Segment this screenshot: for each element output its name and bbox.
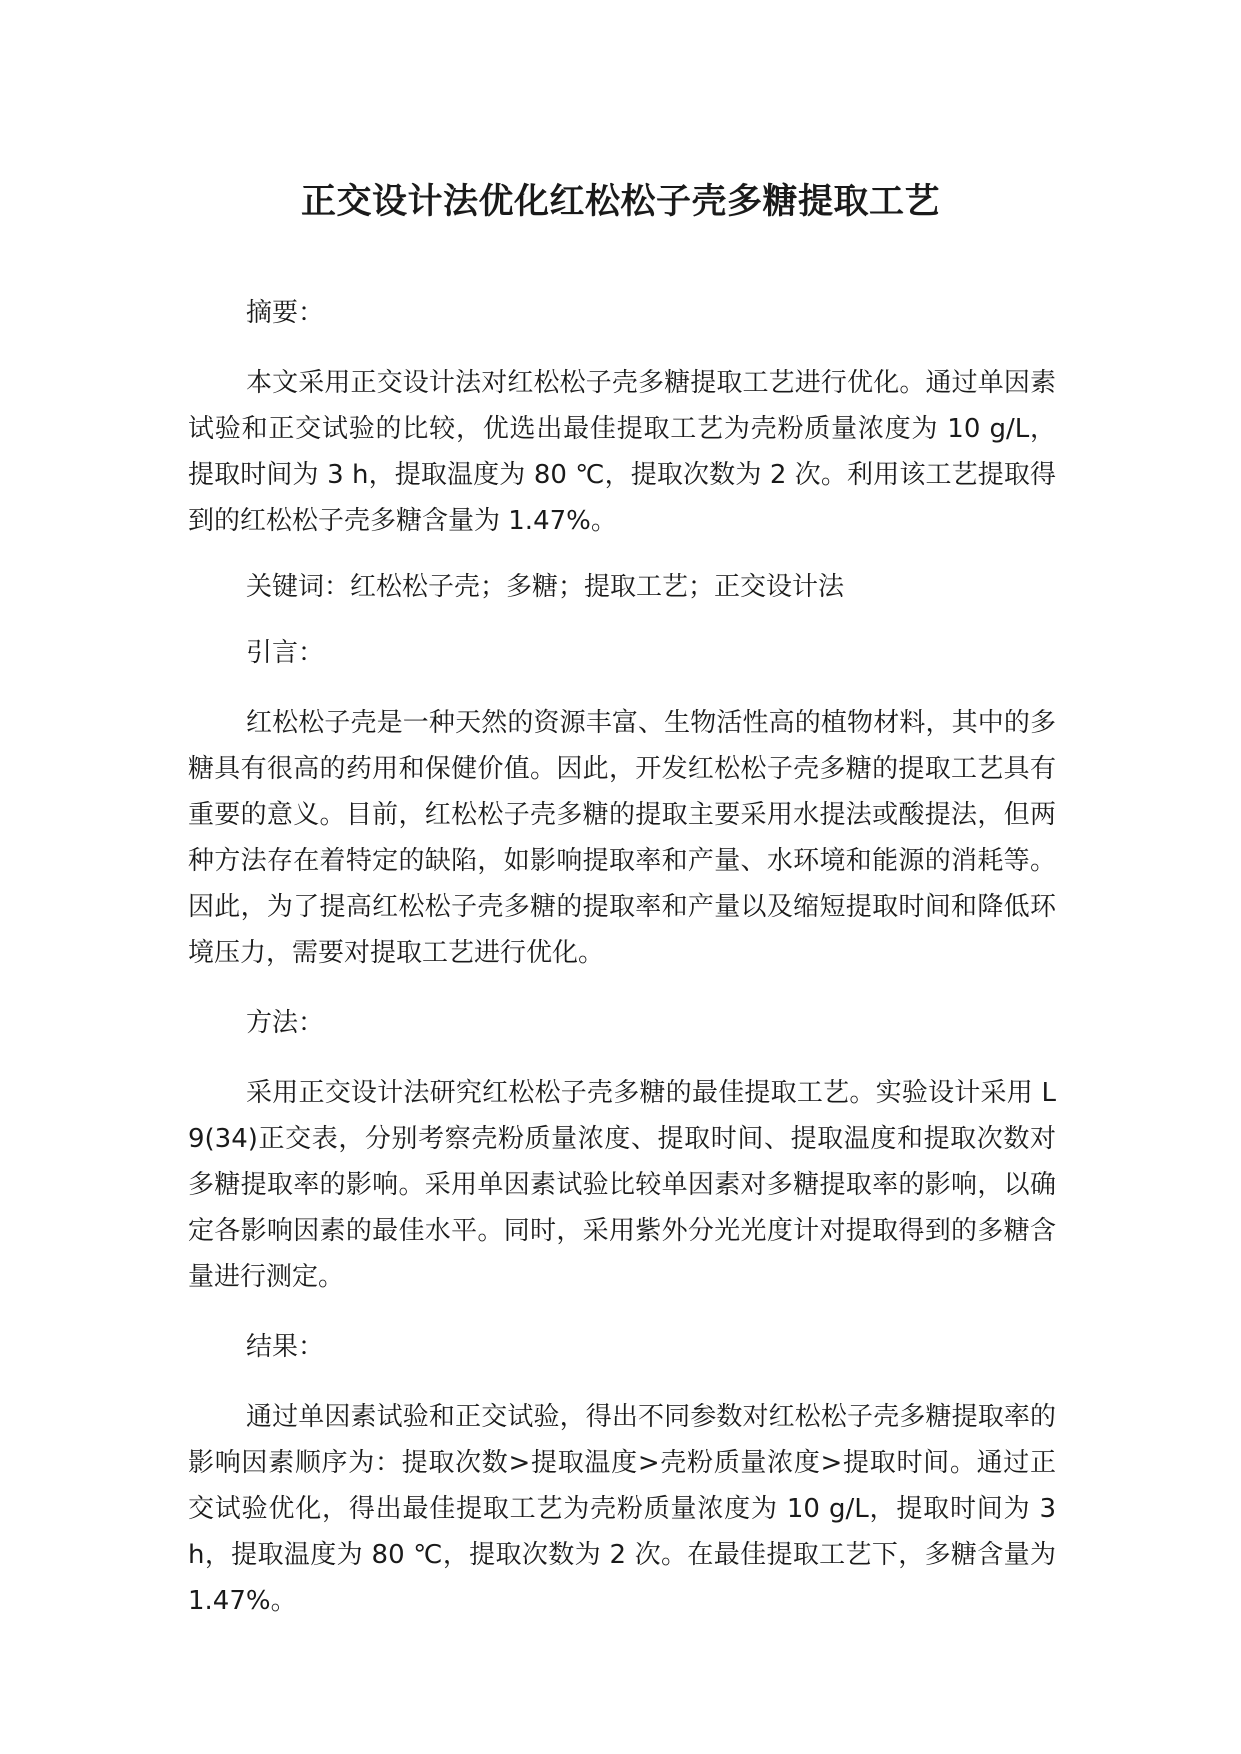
document-body — [188, 290, 1056, 1624]
result-heading: 结果： — [246, 1332, 325, 1362]
keywords-line: 关键词：红松松子壳；多糖；提取工艺；正交设计法 — [246, 572, 845, 602]
abstract-heading: 摘要： — [246, 298, 325, 328]
intro-heading: 引言： — [246, 638, 325, 668]
abstract-text: 本文采用正交设计法对红松松子壳多糖提取工艺进行优化。通过单因素试验和正交试验的比较，优选出最佳提取工艺为壳粉质量浓度为 10 g/L，提取时间为 3 h，提取温度为 80 ℃，提取次数为 2 次。利用该工艺提取得到的红松松子壳多糖含量为 1.47%。 — [188, 368, 1056, 536]
method-text: 采用正交设计法研究红松松子壳多糖的最佳提取工艺。实验设计采用 L9(34)正交表，分别考察壳粉质量浓度、提取时间、提取温度和提取次数对多糖提取率的影响。采用单因素试验比较单因素对多糖提取率的影响，以确定各影响因素的最佳水平。同时，采用紫外分光光度计对提取得到的多糖含量进行测定。 — [188, 1078, 1056, 1292]
method-heading: 方法： — [246, 1008, 325, 1038]
document-title: 正交设计法优化红松松子壳多糖提取工艺 — [300, 182, 940, 222]
result-text: 通过单因素试验和正交试验，得出不同参数对红松松子壳多糖提取率的影响因素顺序为：提取次数>提取温度>壳粉质量浓度>提取时间。通过正交试验优化，得出最佳提取工艺为壳粉质量浓度为 10 g/L，提取时间为 3 h，提取温度为 80 ℃，提取次数为 2 次。在最佳提取工艺下，多糖含量为 1.47%。 — [188, 1402, 1056, 1616]
intro-text: 红松松子壳是一种天然的资源丰富、生物活性高的植物材料，其中的多糖具有很高的药用和保健价值。因此，开发红松松子壳多糖的提取工艺具有重要的意义。目前，红松松子壳多糖的提取主要采用水提法或酸提法，但两种方法存在着特定的缺陷，如影响提取率和产量、水环境和能源的消耗等。因此，为了提高红松松子壳多糖的提取率和产量以及缩短提取时间和降低环境压力，需要对提取工艺进行优化。 — [188, 708, 1056, 968]
